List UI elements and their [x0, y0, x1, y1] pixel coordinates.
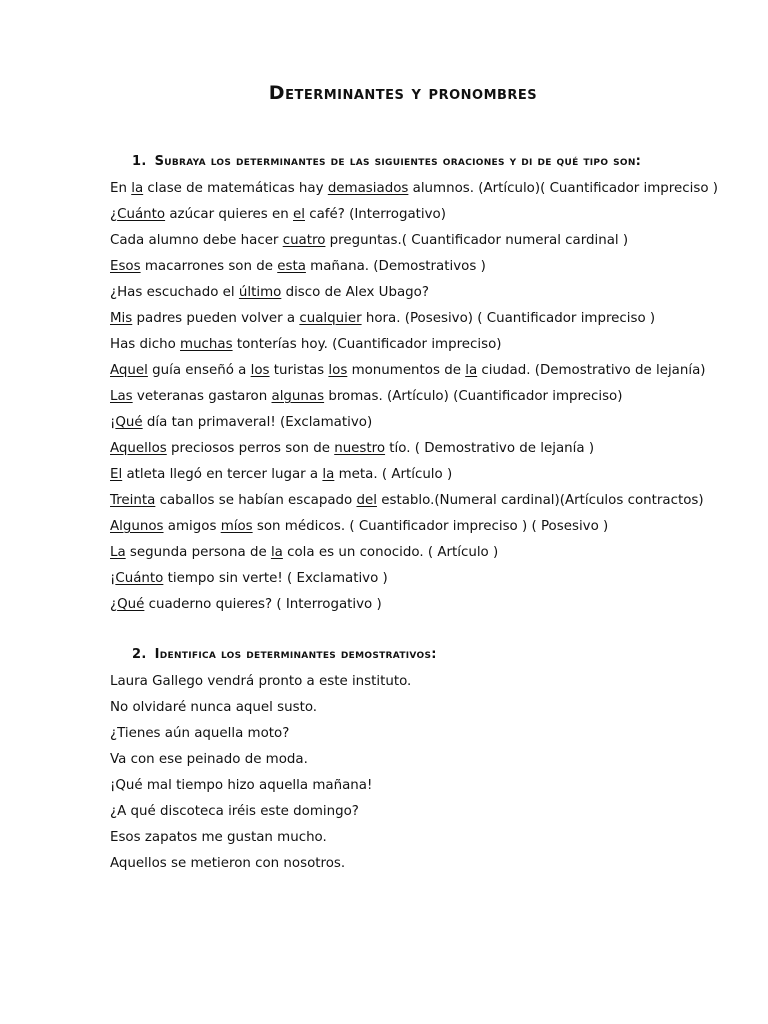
- sentence-text: ¿Has escuchado el: [110, 285, 239, 300]
- sentence-text: alumnos. (Artículo)( Cuantificador impreciso ): [408, 181, 718, 196]
- underlined-determiner: Aquel: [110, 363, 148, 378]
- underlined-determiner: La: [110, 545, 126, 560]
- sentence-line: ¿A qué discoteca iréis este domingo?: [110, 804, 359, 819]
- sentence-text: ¿: [110, 207, 118, 222]
- sentence-text: son médicos. ( Cuantificador impreciso ) ( Posesivo ): [252, 519, 609, 534]
- section-1-instruction: Subraya los determinantes de las siguientes oraciones y di de qué tipo son:: [154, 154, 642, 169]
- sentence-line: Esos zapatos me gustan mucho.: [110, 830, 327, 845]
- sentence-text: bromas. (Artículo) (Cuantificador impreciso): [324, 389, 623, 404]
- underlined-determiner: cualquier: [299, 311, 362, 326]
- sentence-text: día tan primaveral! (Exclamativo): [142, 415, 373, 430]
- underlined-determiner: Qué: [115, 415, 143, 430]
- underlined-determiner: míos: [220, 519, 253, 534]
- sentence-text: caballos se habían escapado: [155, 493, 357, 508]
- sentence-text: turistas: [269, 363, 329, 378]
- sentence-text: monumentos de: [347, 363, 466, 378]
- sentence-line: [110, 232, 628, 250]
- section-2-heading: [132, 647, 437, 662]
- underlined-determiner: muchas: [180, 337, 233, 352]
- underlined-determiner: El: [110, 467, 123, 482]
- sentence-line: [110, 310, 655, 328]
- sentence-line: Laura Gallego vendrá pronto a este instituto.: [110, 674, 412, 689]
- sentence-line: Aquellos se metieron con nosotros.: [110, 856, 346, 871]
- underlined-determiner: Treinta: [110, 493, 156, 508]
- sentence-line: No olvidaré nunca aquel susto.: [110, 700, 318, 715]
- sentence-text: clase de matemáticas hay: [143, 181, 328, 196]
- sentence-line: [110, 440, 594, 458]
- sentence-text: ciudad. (Demostrativo de lejanía): [477, 363, 706, 378]
- underlined-determiner: algunas: [271, 389, 325, 404]
- underlined-determiner: último: [238, 285, 282, 300]
- sentence-text: mañana. (Demostrativos ): [305, 259, 486, 274]
- underlined-determiner: la: [465, 363, 478, 378]
- underlined-determiner: del: [356, 493, 377, 508]
- sentence-line: [110, 596, 382, 614]
- sentence-text: tío. ( Demostrativo de lejanía ): [385, 441, 595, 456]
- sentence-text: amigos: [163, 519, 221, 534]
- sentence-text: atleta llegó en tercer lugar a: [122, 467, 323, 482]
- sentence-text: disco de Alex Ubago?: [281, 285, 429, 300]
- underlined-determiner: Qué: [117, 597, 145, 612]
- sentence-line: ¡Qué mal tiempo hizo aquella mañana!: [110, 778, 373, 793]
- sentence-line: [110, 388, 622, 406]
- sentence-text: guía enseñó a: [147, 363, 251, 378]
- page-title: Determinantes y pronombres: [268, 82, 538, 104]
- underlined-determiner: Las: [110, 389, 133, 404]
- sentence-text: ¡: [110, 571, 116, 586]
- sentence-line: [110, 362, 706, 380]
- sentence-text: cola es un conocido. ( Artículo ): [282, 545, 499, 560]
- sentence-text: establo.(Numeral cardinal)(Artículos contractos): [376, 493, 704, 508]
- sentence-line: [110, 206, 446, 224]
- sentence-line: [110, 466, 452, 484]
- sentence-line: [110, 570, 388, 588]
- sentence-text: macarrones son de: [140, 259, 278, 274]
- underlined-determiner: nuestro: [334, 441, 386, 456]
- sentence-line: Va con ese peinado de moda.: [110, 752, 308, 767]
- sentence-text: Has dicho: [110, 337, 181, 352]
- sentence-text: tiempo sin verte! ( Exclamativo ): [163, 571, 388, 586]
- sentence-text: preguntas.( Cuantificador numeral cardinal ): [325, 233, 629, 248]
- underlined-determiner: Aquellos: [110, 441, 167, 456]
- sentence-text: ¡: [110, 415, 116, 430]
- underlined-determiner: la: [270, 545, 283, 560]
- sentence-line: [110, 518, 608, 536]
- underlined-determiner: Algunos: [110, 519, 164, 534]
- underlined-determiner: la: [131, 181, 144, 196]
- sentence-line: [110, 414, 372, 432]
- sentence-text: En: [110, 181, 132, 196]
- underlined-determiner: cuatro: [282, 233, 326, 248]
- sentence-text: padres pueden volver a: [132, 311, 300, 326]
- sentence-text: meta. ( Artículo ): [334, 467, 453, 482]
- sentence-line: [110, 180, 718, 198]
- underlined-determiner: Cuánto: [115, 571, 164, 586]
- sentence-text: ¿: [110, 597, 118, 612]
- sentence-line: [110, 544, 498, 562]
- underlined-determiner: esta: [277, 259, 306, 274]
- sentence-line: [110, 284, 429, 302]
- sentence-line: [110, 258, 486, 276]
- section-1-number: 1.: [132, 154, 147, 169]
- underlined-determiner: la: [322, 467, 335, 482]
- sentence-line: ¿Tienes aún aquella moto?: [110, 726, 290, 741]
- section-1-heading: [132, 154, 641, 169]
- underlined-determiner: los: [328, 363, 348, 378]
- section-2-instruction: Identifica los determinantes demostrativos:: [154, 647, 437, 662]
- underlined-determiner: Esos: [110, 259, 141, 274]
- underlined-determiner: demasiados: [327, 181, 409, 196]
- section-2-number: 2.: [132, 647, 147, 662]
- sentence-text: Cada alumno debe hacer: [110, 233, 283, 248]
- sentence-text: preciosos perros son de: [166, 441, 335, 456]
- sentence-text: hora. (Posesivo) ( Cuantificador impreciso ): [361, 311, 656, 326]
- sentence-text: tonterías hoy. (Cuantificador impreciso): [232, 337, 502, 352]
- sentence-text: café? (Interrogativo): [304, 207, 446, 222]
- underlined-determiner: Cuánto: [117, 207, 166, 222]
- sentence-text: azúcar quieres en: [165, 207, 294, 222]
- sentence-line: [110, 336, 502, 354]
- sentence-text: veteranas gastaron: [132, 389, 272, 404]
- underlined-determiner: Mis: [110, 311, 133, 326]
- sentence-text: cuaderno quieres? ( Interrogativo ): [144, 597, 382, 612]
- sentence-line: [110, 492, 704, 510]
- underlined-determiner: el: [293, 207, 305, 222]
- underlined-determiner: los: [250, 363, 270, 378]
- sentence-text: segunda persona de: [125, 545, 271, 560]
